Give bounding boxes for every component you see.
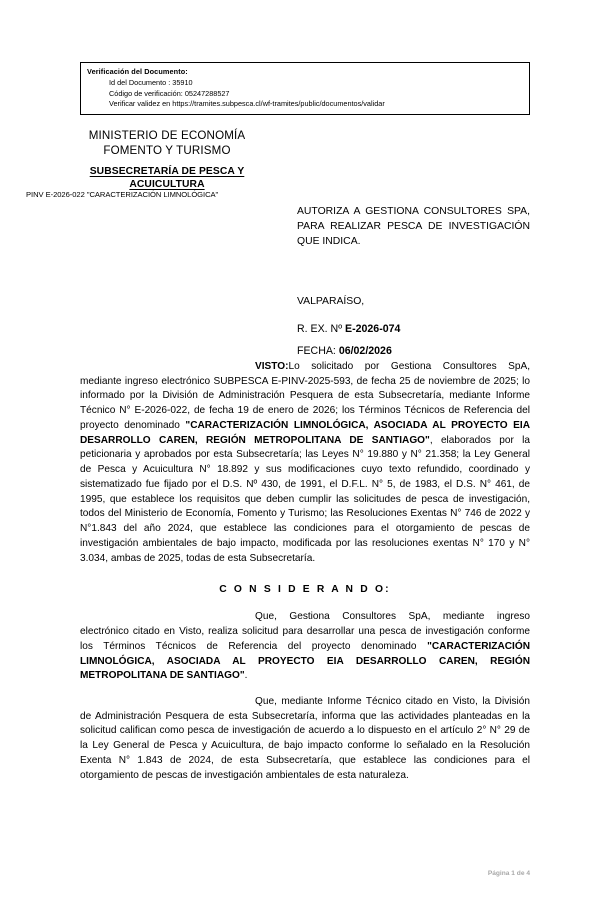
considerando-1-lead: Que,	[255, 611, 277, 623]
issue-place: VALPARAÍSO,	[297, 296, 365, 307]
document-subject: AUTORIZA A GESTIONA CONSULTORES SPA, PARA REALIZAR PESCA DE INVESTIGACIÓN QUE INDICA.	[297, 206, 530, 247]
resolution-number-line	[297, 323, 530, 335]
verification-item-url: Verificar validez en https://tramites.subpesca.cl/wf-tramites/public/documentos/validar	[109, 99, 523, 109]
verification-list	[87, 78, 523, 109]
considerando-1-text: Gestiona Consultores SpA, mediante ingreso electrónico citado en Visto, realiza solicitud para desarrollar una pesca de investigación conforme los Términos Técnicos de Referencia del proyecto denominado	[80, 611, 530, 652]
visto-label: VISTO:	[255, 361, 289, 372]
visto-text-part2: , elaborados por la peticionaria y aprobados por esta Subsecretaría; las Leyes N° 19.880 y N° 21.358; la Ley General de Pesca y Acuicultura N° 18.892 y sus modificaciones cuyo texto refundido, coordinado y sistematizado fue fijado por el D.S. Nº 430, de 1991, el D.F.L. N° 5, de 1983, el D.S. N° 461, de 1995, que establece los requisitos que deben cumplir las solicitudes de pesca de investigación, todos del Ministerio de Economía, Fomento y Turismo; las Resoluciones Exentas N° 746 de 2022 y N°1.843 del año 2024, que establece las condiciones para el otorgamiento de pescas de investigación ambientales de bajo impacto, modificada por las resoluciones exentas N° 170 y N° 3.034, ambas de 2025, todas de esta Subsecretaría.	[80, 434, 530, 564]
resolution-number-value: E-2026-074	[345, 323, 401, 335]
verification-item-code: Código de verificación: 05247288527	[109, 89, 523, 99]
visto-paragraph	[80, 360, 530, 566]
letterhead	[26, 128, 292, 199]
considerando-paragraph-1	[80, 610, 530, 684]
resolution-number-label: R. EX. Nº	[297, 323, 343, 335]
resolution-date-value: 06/02/2026	[338, 345, 392, 357]
project-reference: PINV E-2026-022 "CARACTERIZACIÓN LIMNOLÓGICA"	[26, 190, 219, 199]
verification-title: Verificación del Documento:	[87, 67, 188, 76]
subsecretaria-name	[42, 165, 292, 192]
subsecretaria-line2: ACUICULTURA	[129, 178, 205, 190]
visto-project-title: "CARACTERIZACIÓN LIMNOLÓGICA, ASOCIADA AL PROYECTO EIA DESARROLLO CAREN, REGIÓN METROPOLITANA DE SANTIAGO"	[80, 419, 530, 446]
resolution-date-label: FECHA:	[297, 345, 336, 357]
ministry-name-line2: FOMENTO Y TURISMO	[103, 144, 231, 158]
page-number-footer: Página 1 de 4	[487, 870, 530, 877]
ministry-name-line1: MINISTERIO DE ECONOMÍA	[88, 129, 246, 142]
considerando-paragraph-2	[80, 695, 530, 783]
document-verification-box	[80, 62, 530, 115]
considerando-2-text: Que, mediante Informe Técnico citado en Visto, la División de Administración Pesquera de esta Subsecretaría, informa que las actividades planteadas en la solicitud califican como pesca de investigación de acuerdo a lo dispuesto en el artículo 2° N° 29 de la Ley General de Pesca y Acuicultura, de bajo impacto conforme lo señalado en la Resolución Exenta N° 1.843 de 2024, de esta Subsecretaría, que establece las condiciones para el otorgamiento de pescas de investigación ambientales de esta naturaleza.	[80, 695, 530, 781]
considerando-1-tail: .	[244, 670, 248, 682]
resolution-date-line	[297, 345, 530, 357]
considerando-1-project-title: "CARACTERIZACIÓN LIMNOLÓGICA, ASOCIADA AL PROYECTO EIA DESARROLLO CAREN, REGIÓN METROPOLITANA DE SANTIAGO"	[80, 640, 530, 682]
visto-text-part1: Lo solicitado por Gestiona Consultores SpA, mediante ingreso electrónico SUBPESCA E-PINV-2025-593, de fecha 25 de noviembre de 2025; lo informado por la División de Administración Pesquera de esta Subsecretaría, mediante Informe Técnico N° E-2026-022, de fecha 19 de enero de 2026; los Términos Técnicos de Referencia del proyecto denominado	[80, 361, 530, 431]
verification-item-id: Id del Documento : 35910	[109, 78, 523, 88]
considerando-heading: C O N S I D E R A N D O:	[219, 584, 391, 596]
subsecretaria-line1: SUBSECRETARÍA DE PESCA Y	[89, 165, 245, 177]
document-body	[80, 360, 530, 794]
